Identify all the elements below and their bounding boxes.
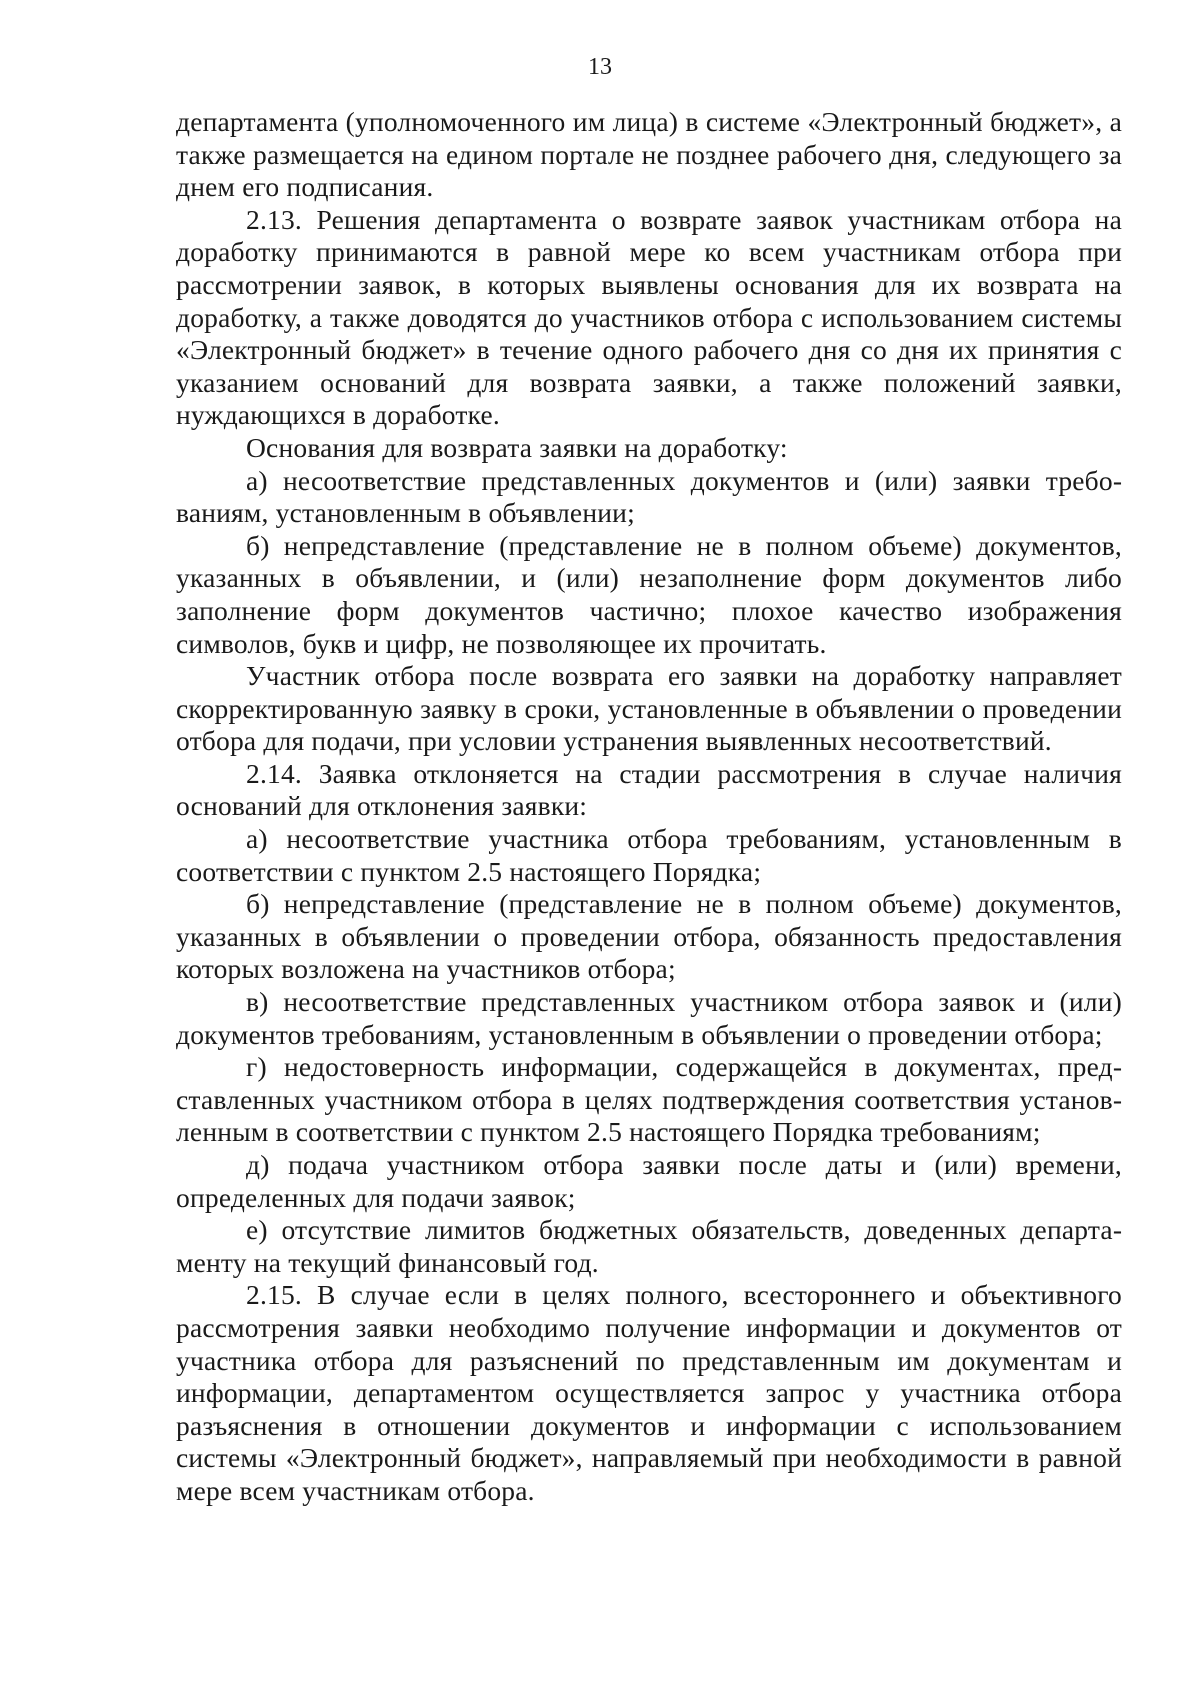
paragraph-rejection-ground-v: в) несоответствие представленных участником отбора заявок и (или) документов требованиям, установленным в объявлении о проведении отбора; — [176, 986, 1122, 1050]
paragraph-resubmission: Участник отбора после возврата его заявки на доработку направляет скорректированную заявку в сроки, установленные в объявлении о проведении отбора для подачи, при условии устранения выявленных несоответствий. — [176, 660, 1122, 757]
paragraph-return-grounds-heading: Основания для возврата заявки на доработку: — [246, 431, 788, 463]
paragraph-2-14: 2.14. Заявка отклоняется на стадии рассмотрения в случае наличия оснований для отклонения заявки: — [176, 757, 1122, 822]
paragraph-return-ground-b: б) непредставление (представление не в полном объеме) документов, указанных в объявлении, и (или) незаполнение форм документов либо заполнение форм документов частично; плохое качество изображения символов, букв и цифр, не позволяющее их прочитать. — [176, 529, 1122, 659]
document-body — [176, 106, 1122, 1508]
paragraph-rejection-ground-e: е) отсутствие лимитов бюджетных обязательств, доведенных департаменту на текущий финансовый год. — [176, 1214, 1122, 1278]
paragraph-rejection-ground-a: а) несоответствие участника отбора требованиям, установленным в соответствии с пунктом 2.5 настоящего Порядка; — [176, 823, 1122, 887]
paragraph-rejection-ground-g: г) недостоверность информации, содержащейся в документах, представленных участником отбора в целях подтверждения соответствия установленным в соответствии с пунктом 2.5 настоящего Порядка требованиям; — [176, 1051, 1122, 1148]
paragraph-rejection-ground-d: д) подача участником отбора заявки после даты и (или) времени, определенных для подачи заявок; — [176, 1149, 1122, 1213]
paragraph-rejection-ground-b: б) непредставление (представление не в полном объеме) документов, указанных в объявлении о проведении отбора, обязанность предоставления которых возложена на участников отбора; — [176, 888, 1122, 985]
paragraph-2-15: 2.15. В случае если в целях полного, всестороннего и объективного рассмотрения заявки необходимо получение информации и документов от участника отбора для разъяснений по представленным им документам и информации, департаментом осуществляется запрос у участника отбора разъяснения в отношении документов и информации с использованием системы «Электронный бюджет», направляемый при необходимости в равной мере всем участникам отбора. — [176, 1279, 1122, 1506]
paragraph-continuation: департамента (уполномоченного им лица) в системе «Электронный бюджет», а также размещается на едином портале не позднее рабочего дня, следующего за днем его подписания. — [176, 106, 1122, 203]
page-number: 13 — [588, 54, 612, 80]
paragraph-2-13: 2.13. Решения департамента о возврате заявок участникам отбора на доработку принимаются в равной мере ко всем участникам отбора при рассмотрении заявок, в которых выявлены основания для их возврата на доработку, а также доводятся до участников отбора с использованием системы «Электронный бюджет» в течение одного рабочего дня со дня их принятия с указанием оснований для возврата заявки, а также положений заявки, нуждающихся в доработке. — [176, 203, 1122, 431]
paragraph-return-ground-a: а) несоответствие представленных документов и (или) заявки требованиям, установленным в объявлении; — [176, 464, 1122, 529]
